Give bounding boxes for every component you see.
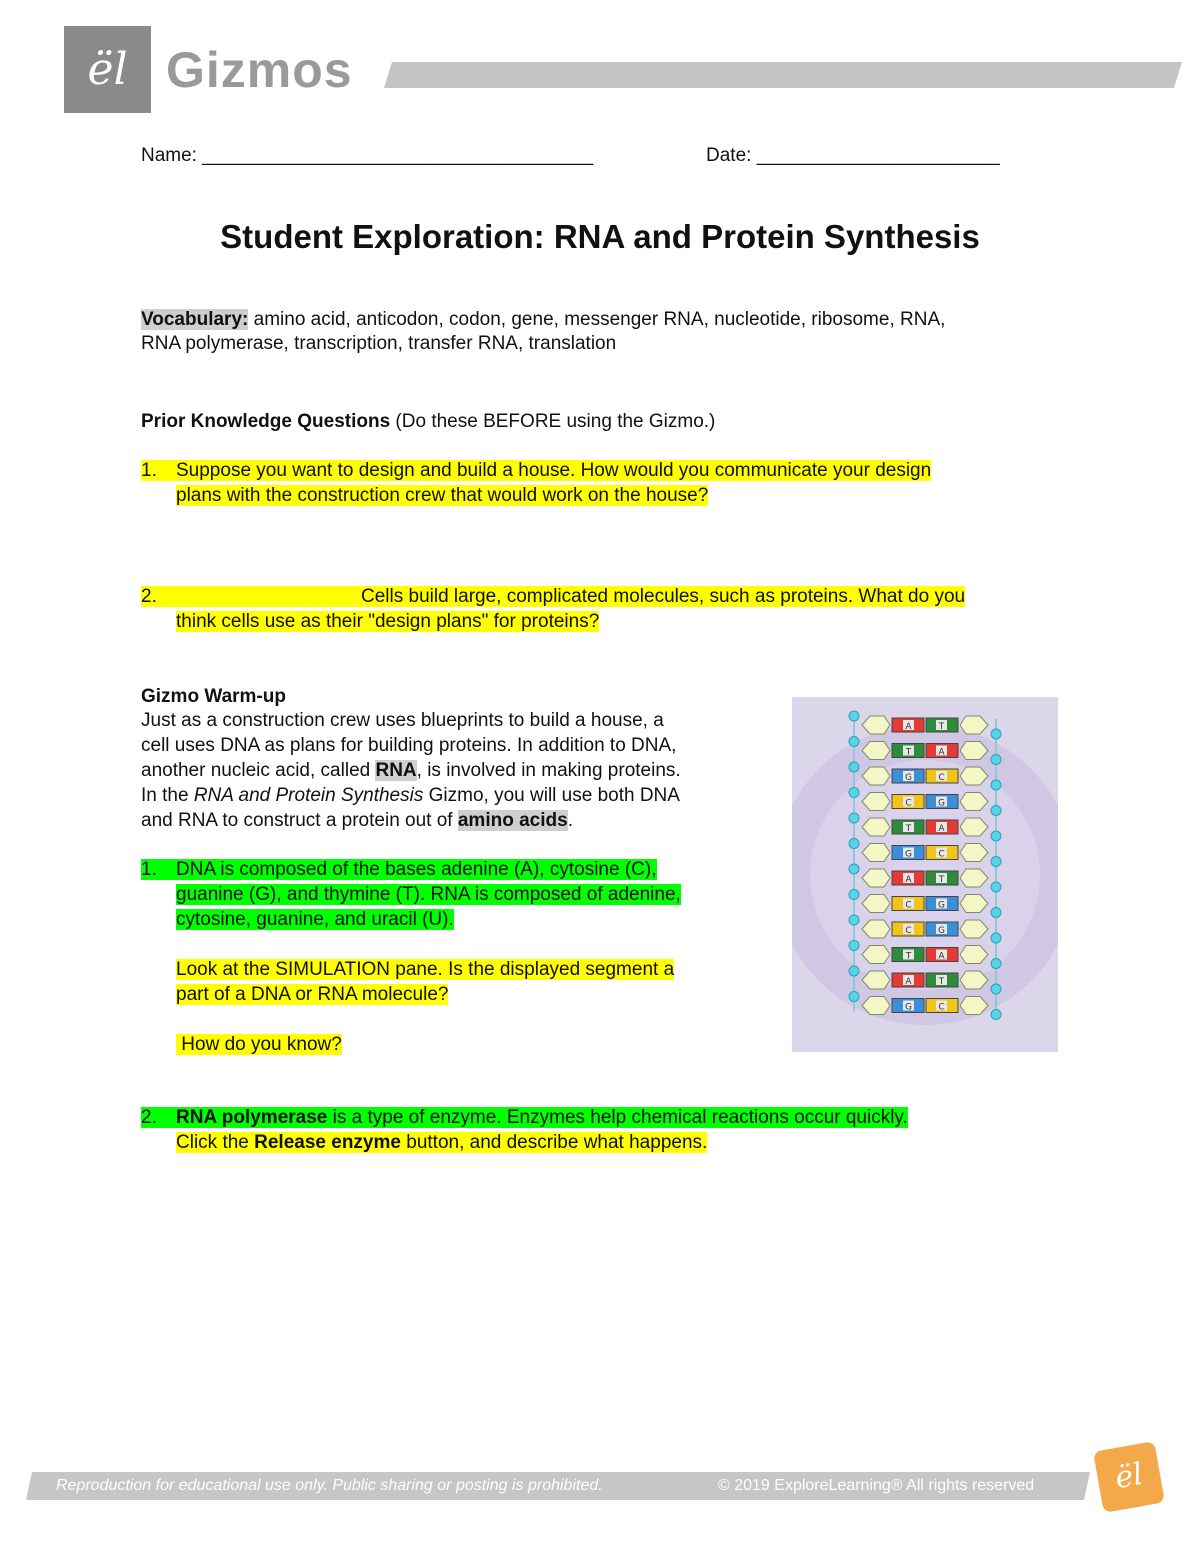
warmup-q2-number: 2.: [141, 1107, 157, 1128]
rna-polymerase-term: RNA polymerase: [176, 1107, 328, 1128]
date-blank: _______________________: [756, 145, 1000, 166]
prior-q2-line-1: Cells build large, complicated molecules, such as proteins. What do you: [361, 586, 966, 607]
date-line: [706, 143, 1000, 168]
rna-term: RNA: [375, 760, 417, 781]
phosphate-left: [849, 864, 859, 874]
base-right-letter: G: [938, 900, 945, 911]
name-line: [141, 143, 593, 168]
phosphate-right: [991, 933, 1001, 943]
phosphate-right: [991, 984, 1001, 994]
phosphate-right: [991, 857, 1001, 867]
phosphate-right: [991, 831, 1001, 841]
warmup-paragraph: [141, 708, 681, 833]
prior-q1-line-1: Suppose you want to design and build a house. How would you communicate your design: [176, 460, 932, 481]
warmup-line-4c: Gizmo, you will use both DNA: [423, 785, 680, 806]
prior-q1-line-2: plans with the construction crew that would work on the house?: [176, 485, 709, 506]
base-left-letter: C: [905, 798, 912, 809]
warmup-q2-line-1: is a type of enzyme. Enzymes help chemical reactions occur quickly.: [327, 1107, 908, 1128]
phosphate-right: [991, 908, 1001, 918]
explorelearning-logo: ël: [1093, 1441, 1165, 1513]
warmup-q1-line-5: part of a DNA or RNA molecule?: [176, 984, 449, 1005]
warmup-q2-line-2b: button, and describe what happens.: [400, 1132, 708, 1153]
footer-copyright: © 2019 ExploreLearning® All rights reserved: [718, 1477, 1035, 1494]
phosphate-right: [991, 806, 1001, 816]
base-right-letter: T: [938, 722, 945, 732]
warmup-line-3a: another nucleic acid, called: [141, 760, 376, 781]
base-right-letter: A: [938, 951, 945, 962]
phosphate-right: [991, 959, 1001, 969]
warmup-q2-line-2a: Click the: [176, 1132, 255, 1153]
warmup-line-3c: , is involved in making proteins.: [416, 760, 681, 781]
base-right-letter: T: [938, 875, 945, 885]
warmup-line-4a: In the: [141, 785, 194, 806]
warmup-q1-line-4: Look at the SIMULATION pane. Is the displayed segment a: [176, 959, 675, 980]
base-right-letter: C: [938, 849, 945, 860]
phosphate-left: [849, 813, 859, 823]
warmup-line-3: [141, 758, 681, 783]
page-title: Student Exploration: RNA and Protein Synthesis: [220, 218, 980, 255]
base-right-letter: G: [938, 798, 945, 809]
vocabulary-line-1: [141, 307, 945, 332]
warmup-line-5c: .: [567, 810, 573, 831]
warmup-line-4: [141, 783, 681, 808]
release-enzyme-term: Release enzyme: [254, 1132, 401, 1153]
gizmos-logo: [64, 26, 151, 113]
prior-q2-number: 2.: [141, 586, 157, 607]
base-right-letter: A: [938, 824, 945, 834]
gizmo-name: RNA and Protein Synthesis: [193, 785, 424, 806]
name-blank: _____________________________________: [202, 145, 594, 166]
warmup-q1-line-3: cytosine, guanine, and uracil (U).: [176, 909, 454, 930]
phosphate-left: [849, 890, 859, 900]
warmup-q2: [141, 1105, 908, 1155]
warmup-q1-line-6: How do you know?: [176, 1034, 342, 1055]
phosphate-right: [991, 755, 1001, 765]
prior-q2-line-2: think cells use as their "design plans" for proteins?: [176, 611, 600, 632]
base-right-letter: C: [938, 773, 945, 783]
base-right-letter: A: [938, 747, 945, 758]
base-left-letter: G: [905, 773, 912, 783]
warmup-q1-line-1: DNA is composed of the bases adenine (A), cytosine (C),: [176, 859, 657, 880]
phosphate-right: [991, 1010, 1001, 1020]
base-left-letter: T: [905, 747, 912, 758]
base-left-letter: A: [905, 722, 912, 732]
base-left-letter: A: [905, 977, 912, 987]
base-left-letter: A: [905, 875, 912, 885]
phosphate-left: [849, 839, 859, 849]
phosphate-left: [849, 992, 859, 1002]
prior-heading: Prior Knowledge Questions: [141, 411, 391, 432]
warmup-line-2: cell uses DNA as plans for building proteins. In addition to DNA,: [141, 735, 677, 756]
amino-acids-term: amino acids: [457, 810, 568, 831]
base-right-letter: G: [938, 926, 945, 936]
phosphate-left: [849, 941, 859, 951]
warmup-q1-line-2: guanine (G), and thymine (T). RNA is composed of adenine,: [176, 884, 681, 905]
vocabulary-line-2: RNA polymerase, transcription, transfer RNA, translation: [141, 333, 617, 354]
simulation-pane: [792, 697, 1058, 1052]
prior-knowledge-heading: [141, 409, 715, 434]
base-left-letter: C: [905, 926, 912, 936]
phosphate-left: [849, 915, 859, 925]
vocabulary-label: Vocabulary:: [141, 309, 249, 330]
phosphate-right: [991, 780, 1001, 790]
phosphate-left: [849, 788, 859, 798]
phosphate-left: [849, 737, 859, 747]
phosphate-left: [849, 762, 859, 772]
prior-q1-number: 1.: [141, 460, 157, 481]
phosphate-left: [849, 711, 859, 721]
dna-double-helix: [792, 697, 1058, 1052]
warmup-q1-number: 1.: [141, 859, 157, 880]
base-right-letter: C: [938, 1002, 945, 1013]
base-left-letter: G: [905, 849, 912, 860]
base-left-letter: G: [905, 1002, 912, 1013]
warmup-line-5: [141, 808, 681, 833]
header-bar: [384, 62, 1182, 88]
warmup-line-1: Just as a construction crew uses blueprints to build a house, a: [141, 710, 664, 731]
footer-disclaimer: Reproduction for educational use only. Public sharing or posting is prohibited.: [56, 1477, 603, 1494]
warmup-q1: [141, 857, 681, 1057]
sugar-left: [862, 716, 890, 734]
prior-q2: [141, 584, 965, 634]
phosphate-right: [991, 882, 1001, 892]
name-label: Name:: [141, 145, 197, 166]
base-right-letter: T: [938, 977, 945, 987]
phosphate-left: [849, 966, 859, 976]
sugar-right: [960, 716, 988, 734]
date-label: Date:: [706, 145, 752, 166]
base-left-letter: T: [905, 951, 912, 962]
prior-note: (Do these BEFORE using the Gizmo.): [390, 411, 716, 432]
nucleus-inner: [810, 760, 1040, 990]
prior-q1: [141, 458, 931, 508]
brand-name: Gizmos: [166, 42, 353, 98]
warmup-heading: Gizmo Warm-up: [141, 686, 286, 707]
logo-glyph: ël: [87, 44, 128, 95]
base-left-letter: T: [905, 824, 912, 834]
phosphate-right: [991, 729, 1001, 739]
vocabulary-terms-1: amino acid, anticodon, codon, gene, messenger RNA, nucleotide, ribosome, RNA,: [248, 309, 946, 330]
base-left-letter: C: [905, 900, 912, 911]
warmup-line-5a: and RNA to construct a protein out of: [141, 810, 458, 831]
